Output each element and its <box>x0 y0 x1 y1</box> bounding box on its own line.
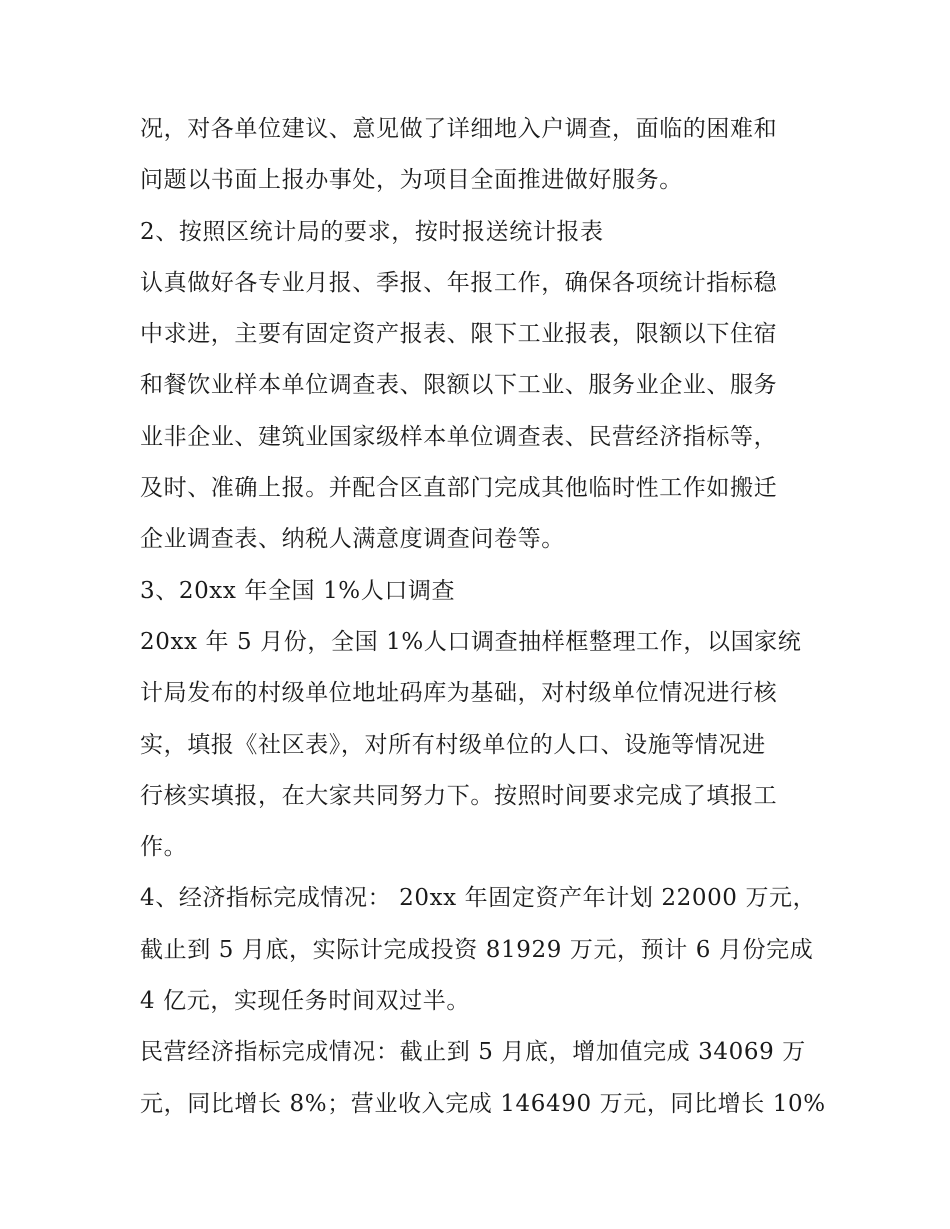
text-line: 元，同比增长 8%；营业收入完成 146490 万元，同比增长 10% <box>140 1090 826 1117</box>
text-line: 和餐饮业样本单位调查表、限额以下工业、服务业企业、服务 <box>140 372 778 399</box>
text-line: 问题以书面上报办事处，为项目全面推进做好服务。 <box>140 167 683 194</box>
text-line: 况，对各单位建议、意见做了详细地入户调查，面临的困难和 <box>140 116 778 142</box>
text-line: 作。 <box>140 834 188 861</box>
text-line: 民营经济指标完成情况：截止到 5 月底，增加值完成 34069 万 <box>140 1039 806 1066</box>
section-heading: 3、20xx 年全国 1%人口调查 <box>140 577 456 604</box>
section-heading: 4、经济指标完成情况： 20xx 年固定资产年计划 22000 万元， <box>140 885 817 912</box>
text-line: 及时、准确上报。并配合区直部门完成其他临时性工作如搬迁 <box>140 475 778 502</box>
text-line: 行核实填报，在大家共同努力下。按照时间要求完成了填报工 <box>140 782 778 809</box>
text-line: 认真做好各专业月报、季报、年报工作，确保各项统计指标稳 <box>140 269 778 296</box>
section-heading: 2、按照区统计局的要求，按时报送统计报表 <box>140 218 604 245</box>
document-body <box>140 104 826 1130</box>
text-line: 企业调查表、纳税人满意度调查问卷等。 <box>140 526 565 553</box>
text-line: 业非企业、建筑业国家级样本单位调查表、民营经济指标等， <box>140 423 778 450</box>
text-line: 20xx 年 5 月份，全国 1%人口调查抽样框整理工作，以国家统 <box>140 628 802 655</box>
text-line: 截止到 5 月底，实际计完成投资 81929 万元，预计 6 月份完成 <box>140 936 814 963</box>
text-line: 中求进，主要有固定资产报表、限下工业报表，限额以下住宿 <box>140 321 778 348</box>
text-line: 实，填报《社区表》，对所有村级单位的人口、设施等情况进 <box>140 731 766 758</box>
text-line: 计局发布的村级单位地址码库为基础，对村级单位情况进行核 <box>140 680 778 707</box>
text-line: 4 亿元，实现任务时间双过半。 <box>140 988 470 1015</box>
